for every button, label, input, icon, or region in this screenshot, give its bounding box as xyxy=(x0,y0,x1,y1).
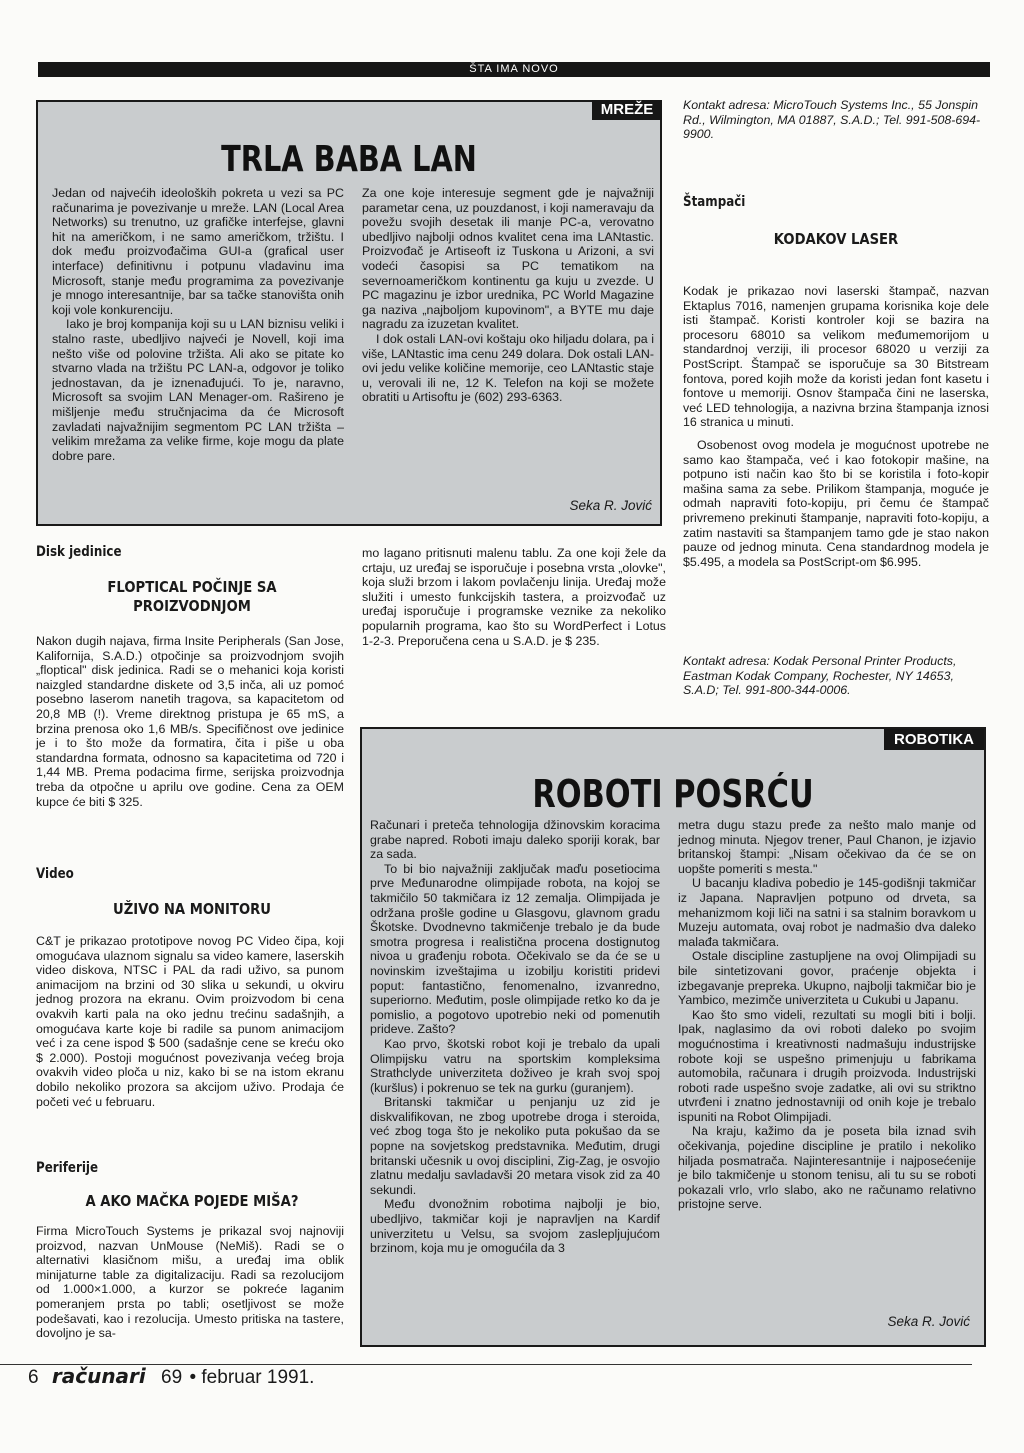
mreze-title: TRLA BABA LAN xyxy=(221,139,477,180)
periferije-body xyxy=(36,1224,344,1348)
kontakt-kodak: Kontakt adresa: Kodak Personal Printer Products, Eastman Kodak Company, Rochester, NY 14653, S.A.D; Tel. 991-800-344-0006. xyxy=(683,654,957,698)
magazine-logo: računari xyxy=(51,1364,146,1388)
video-title: UŽIVO NA MONITORU xyxy=(113,900,271,918)
periferije-paragraph: Firma MicroTouch Systems je prikazal svoj najnoviji proizvod, nazvan UnMouse (NeMiš). Radi se o alternativi klasičnom mišu, a uređaj ima oblik minijaturne table za digitalizaciju. Radi sa rezolucijom od 1.000×1.000, a kurzor se pokreće laganim pomeranjem prsta po tabli; osetljivost se može podešavati, kao i rezolucija. Umesto pritiska na tastere, dovoljno je sa- xyxy=(36,1224,344,1341)
robotika-signature: Seka R. Jović xyxy=(887,1314,970,1329)
issue-date: februar 1991. xyxy=(201,1367,315,1388)
mreze-column-1 xyxy=(52,186,344,516)
video-body xyxy=(36,934,344,1150)
section-header: ŠTA IMA NOVO xyxy=(38,62,990,77)
video-paragraph: C&T je prikazao prototipove novog PC Video čipa, koji omogućava ulaznom signalu sa video kamere, laserskih video diskova, NTSC i PAL da radi uživo, sa punom animacijom na brzini od 30 slika u sekundi, u okviru jednog prozora na ekranu. Ovim proizvodom bi cena ovakvih karti pala na oko jednu trećinu sadašnjih, a omogućava karte koje bi radile sa punom animacijom već i za cene ispod $ 500 (sadašnje cene se kreću oko $ 2.000). Postoji mogućnost povezivanja većeg broja ovakvih video ploča u niz, kako bi se na istom ekranu dobilo nekoliko prozora sa akcijom uživo. Prodaja će početi već u februaru. xyxy=(36,934,344,1109)
section-periferije: Periferije xyxy=(36,1160,99,1176)
robotika-paragraph: U bacanju kladiva pobedio je 145-godišnji takmičar iz Japana. Napravljen potpuno od drveta, sa mehanizmom koji liči na satni i sa stalnim boravkom u Muzeju automata, ovaj robot je nadmašio dva daleko malađa takmičara. xyxy=(678,876,976,949)
stampaci-body xyxy=(683,284,989,652)
mreze-paragraph: I dok ostali LAN-ovi koštaju oko hiljadu dolara, pa i više, LANtastic ima cenu 249 dolara. Dok ostali LAN-ovi jedu velike količine memorije, ceo LANtastic staje u, verovali ili ne, 12 K. Telefon na koji se možete obratiti u Artisoftu je (602) 293-6363. xyxy=(362,331,654,405)
section-disk: Disk jedinice xyxy=(36,544,122,560)
robotika-paragraph: Kao što smo videli, rezultati su mogli biti i bolji. Ipak, naglasimo da ovi roboti daleko po svojim mogućnostima i kreativnosti nadmašuju industrijske robote koji se uspešno primenjuju u fabrikama automobila, računara i drugih proizvoda. Industrijski roboti rade uspešno svoje zadatke, ali ovi su striktno utvrđeni i znatno jednostavniji od onih koje je trebalo ispuniti na Robot Olimpijadi. xyxy=(678,1007,976,1124)
robotika-paragraph: To bi bio najvažniji zaključak maďu posetiocima prve Međunarodne olimpijade robota, na kojoj se takmičilo 50 takmičara iz 12 zemalja. Olimpijada je održana prošle godine u Glasgovu, glavnom gradu Škotske. Dvodnevno takmičenje trebalo je da bude smotra progresa i realistična procena dostignutog nivoa u građenju robota. Očekivalo se da će se u novinskim izveštajima u izobilju koristiti pridevi poput: fantastično, fenomenalno, izvanredno, superiorno. Međutim, posle olimpijade retko ko da je pomislio, a pogotovo upotrebio neki od pomenutih prideve. Zašto? xyxy=(370,861,660,1037)
disk-paragraph: Nakon dugih najava, firma Insite Peripherals (San Jose, Kalifornija, S.A.D.) otpočinje sa proizvodnjom svojih „floptical" disk jedinica. Radi se o mehanici koja koristi naizgled standardne diskete od 3,5 inča, ali uz pomoć posebno laserom nanetih tragova, sa kapacitetom od 20,8 MB (!). Vreme direktnog pristupa je 65 mS, a brzina prenosa oko 1,6 MB/s. Specifičnost ove jedinice je i to što može da formatira, čita i piše u oba standardna formata, odnosno sa kapacitetima od 720 i 1,44 MB. Prema podacima firme, serijska proizvodnja treba da otpočne u aprilu ove godine. Cena za OEM kupce će biti $ 325. xyxy=(36,634,344,809)
robotika-title: ROBOTI POSRĆU xyxy=(532,772,814,816)
robotika-paragraph: Na kraju, kažimo da je poseta bila iznad svih očekivanja, pojedine discipline je pratilo i nekoliko hiljada posmatrača. Najinteresantnije i najposećenije je bilo takmičenje u stonom tenisu, ali tu su se roboti pokazali vrlo, vrlo slabo, ako ne računamo relativno pristojne serve. xyxy=(678,1124,976,1212)
page-number: 6 xyxy=(28,1367,39,1388)
robotika-paragraph: metra dugu stazu pređe za nešto malo manje od jednog minuta. Njegov trener, Paul Chanon, je izjavio britanskoj štampi: „Nisam očekivao da će se on uopšte pomeriti s mesta." xyxy=(678,818,976,876)
robotika-paragraph: Britanski takmičar u penjanju uz zid je diskvalifikovan, ne zbog upotrebe droga i steroida, već zbog toga što je nekoliko puta pokušao da se popne na sovjetskog predstavnika. Međutim, drugi britanski učesnik u ovoj disciplini, Zig-Zag, je osvojio zlatnu medalju savladavši 20 metara visok zid za 40 sekundi. xyxy=(370,1095,660,1197)
bullet: • xyxy=(189,1367,197,1388)
robotika-column-1 xyxy=(370,818,660,1338)
mreze-paragraph: Jedan od najvećih ideoloških pokreta u vezi sa PC računarima je povezivanje u mreže. LAN (Local Area Networks) su trenutno, uz grafičke interfejse, glavni hit na američkom, i ne samo američkom, tržištu. I dok među proizvođačima GUI-a (grafical user interface) definitivnu i potpunu vladavinu ima Microsoft, stanje među programima za povezivanje je mnogo interesantnije, bar sa tačke stanovišta onih koji vole konkurenciju. xyxy=(52,186,344,317)
kontakt-microtouch: Kontakt adresa: MicroTouch Systems Inc., 55 Jonspin Rd., Wilmington, MA 01887, S.A.D.; Tel. 991-508-694-9900. xyxy=(683,98,981,142)
periferije-title: A AKO MAČKA POJEDE MIŠA? xyxy=(85,1192,299,1210)
mreze-paragraph: Za one koje interesuje segment gde je najvažniji parametar cena, uz pouzdanost, i koji nameravaju da povežu svojih desetak ili manje PC-a, verovatno ubedljivo najbolji odnos kvalitet cena ima LANtastic. Proizvođač je Artiseoft iz Tuskona u Arizoni, a svi vodeći časopisi sa PC tematikom na severnoameričkom kontinentu ga kuju u zvezde. U PC magazinu je izbor urednika, PC World Magazine ga naziva „najboljom kupovinom", a BYTE mu daje nagradu za izuzetan kvalitet. xyxy=(362,186,654,332)
section-stampaci: Štampači xyxy=(683,194,746,210)
stampaci-title: KODAKOV LASER xyxy=(773,230,899,248)
mreze-paragraph: Iako je broj kompanija koji su u LAN biznisu veliki i stalno raste, ubedljivo najveći je Novell, koji ima nešto više od polovine tržišta. Ali ako se pitate ko stvarno vlada na tržištu PC LAN-a, odgovor je toliko jednostavan, da je iznenađujući. To je, naravno, Microsoft sa svojim LAN Menager-om. Rašireno je mišljenje među stručnjacima da će Microsoft zavladati najvažnijim segmentom PC LAN tržišta – velikim mrežama za velike firme, koje mogu da plate dobre pare. xyxy=(52,317,344,463)
stampaci-paragraph: Kodak je prikazao novi laserski štampač, nazvan Ektaplus 7016, namenjen grupama korisnika koje dele isti štampač. Koristi kontroler koji se bazira na procesoru 68010 sa velikom međumemorijom u standardnoj verziji, ili procesor 68020 u verziji za PostScript. Štampač se isporučuje sa 30 Bitstream fontova, pored kojih može da koristi jedan font kasetu i fontove u memoriji. Osnov štampača čini ne laserska, već LED tehnologija, a nazivna brzina štampanja iznosi 16 stranica u minuti. xyxy=(683,284,989,430)
mreze-column-2 xyxy=(362,186,654,476)
robotika-paragraph: Među dvonožnim robotima najbolji je bio, ubedljivo, takmičar koji je napravljen na Kardif univerzitetu u Velsu, sa svojom zaslepljujućom brzinom, koja mu je omogućila da 3 xyxy=(370,1197,660,1256)
section-video: Video xyxy=(36,866,74,882)
robotika-paragraph: Ostale discipline zastupljene na ovoj Olimpijadi su bile sintetizovani govor, praćenje objekta i izbegavanje prepreka. Ukupno, najbolji takmičar bio je Yambico, mezimče univerziteta u Cukubi u Japanu. xyxy=(678,949,976,1008)
mreze-signature: Seka R. Jović xyxy=(569,498,652,513)
robotika-column-2 xyxy=(678,818,976,1298)
issue-number: 69 xyxy=(161,1367,183,1388)
periferije-continued-paragraph: mo lagano pritisnuti malenu tablu. Za one koji žele da crtaju, uz uređaj se isporučuje i posebna vrsta „olovke", koja služi brzom i lakom povlačenju linija. Uređaj može služiti i umesto funkcijskih tastera, a proizvođač uz uređaj isporučuje i programske veznike za nekoliko popularnih programa, kao što su WordPerfect i Lotus 1-2-3. Preporučena cena u S.A.D. je $ 235. xyxy=(362,546,666,648)
disk-body xyxy=(36,634,344,856)
periferije-continued xyxy=(362,546,666,692)
stampaci-paragraph: Osobenost ovog modela je mogućnost upotrebe ne samo kao štampača, već i kao fotokopir mašine, na potpuno isti način kao što bi se koristila i foto-kopir mašina sama za sebe. Prilikom štampanja, moguće je odmah napraviti foto-kopiju, pri čemu će štampač privremeno prekinuti štampanje, napraviti foto-kopiju, a zatim nastaviti sa štampanjem tamo gde je stao nakon pauze od jednog minuta. Cena standardnog modela je $5.495, a modela sa PostScript-om $6.995. xyxy=(683,437,989,569)
robotika-paragraph: Kao prvo, škotski robot koji je trebalo da upali Olimpijsku vatru na sportskim kompleksima Strathclyde univerziteta doživeo je krah svoj spoj (kuršlus) i pokrenuo se tek na gurku (guranjem). xyxy=(370,1036,660,1095)
footer xyxy=(28,1362,428,1390)
robotika-tab: ROBOTIKA xyxy=(884,729,984,750)
mreze-tab: MREŽE xyxy=(592,100,662,120)
robotika-paragraph: Računari i preteča tehnologija džinovskim koracima grabe napred. Roboti imaju daleko sporiji korak, bar za sada. xyxy=(370,818,660,862)
disk-title: FLOPTICAL POČINJE SA PROIZVODNJOM xyxy=(107,578,277,615)
